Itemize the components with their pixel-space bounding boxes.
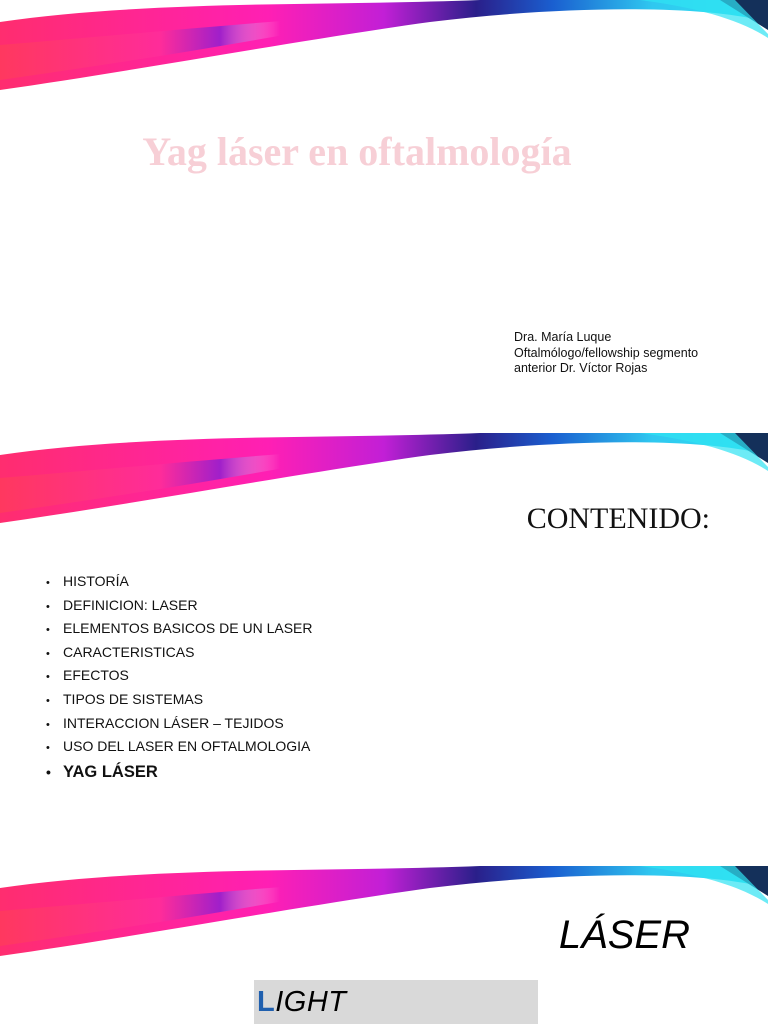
list-item: • DEFINICION: LASER: [46, 594, 312, 618]
author-line: Dra. María Luque: [514, 330, 612, 344]
list-item: • EFECTOS: [46, 664, 312, 688]
bullet-icon: •: [46, 577, 50, 589]
contents-list: [46, 570, 312, 785]
acronym-rest: IGHT: [275, 986, 347, 1018]
author-line: Oftalmólogo/fellowship segmento: [514, 345, 699, 360]
decorative-swoosh: [0, 0, 768, 100]
acronym-box: [254, 980, 538, 1024]
list-item-highlighted: • YAG LÁSER: [46, 759, 312, 785]
list-item: • INTERACCION LÁSER – TEJIDOS: [46, 712, 312, 736]
author-info: [514, 330, 698, 377]
contents-heading: CONTENIDO:: [526, 502, 710, 535]
slide-title: Yag láser en oftalmología: [142, 129, 572, 174]
list-item: • ELEMENTOS BASICOS DE UN LASER: [46, 617, 312, 641]
bullet-icon: •: [46, 624, 50, 637]
list-item: • USO DEL LASER EN OFTALMOLOGIA: [46, 735, 312, 759]
list-item: • CARACTERISTICAS: [46, 641, 312, 665]
bullet-icon: •: [46, 718, 50, 731]
slide-1: [0, 0, 768, 430]
author-line: anterior Dr. Víctor Rojas: [514, 361, 648, 375]
laser-heading: LÁSER: [558, 913, 690, 957]
bullet-icon: •: [46, 671, 50, 684]
list-item: • HISTORÍA: [46, 570, 312, 594]
bullet-icon: •: [46, 647, 50, 660]
acronym-first-letter: L: [257, 986, 276, 1018]
bullet-icon: •: [46, 600, 50, 613]
bullet-icon: •: [46, 742, 50, 755]
list-item: • TIPOS DE SISTEMAS: [46, 688, 312, 712]
bullet-icon: •: [46, 694, 50, 707]
bullet-icon: •: [46, 763, 51, 780]
acronym-word: [257, 986, 347, 1019]
